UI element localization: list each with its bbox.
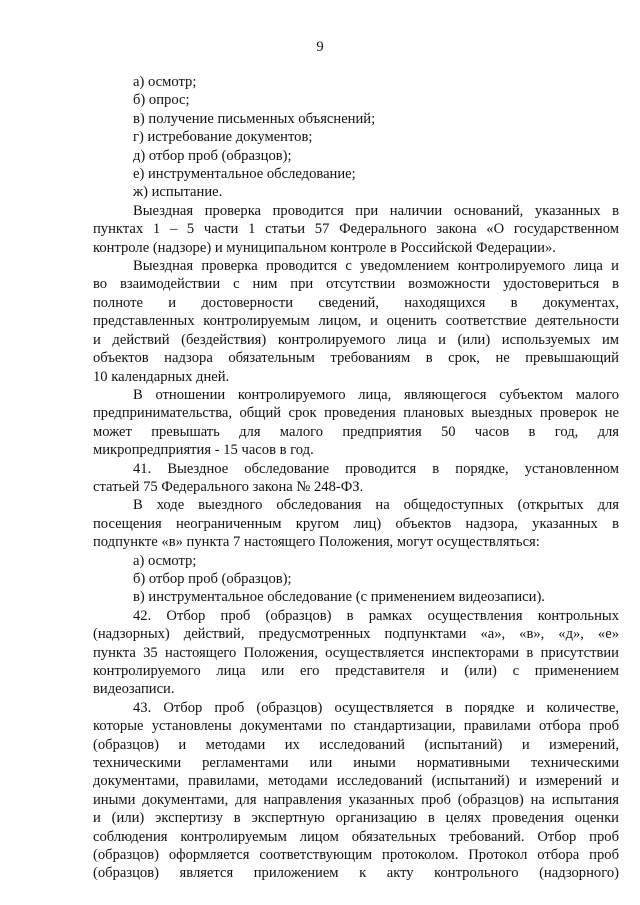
- text-line: (образцов) оформляется соответствующим протоколом. Протокол отбора проб: [93, 847, 619, 864]
- text-line: контролируемого лица или его представителя и (или) с применением: [93, 663, 619, 679]
- text-line: во взаимодействии с ним при отсутствии возможности удостовериться в: [93, 276, 619, 293]
- text-line: д) отбор проб (образцов);: [133, 147, 292, 164]
- text-line: а) осмотр;: [133, 74, 197, 90]
- text-line: 42. Отбор проб (образцов) в рамках осуществления контрольных: [133, 607, 619, 624]
- text-line: иными документами, для направления указанных проб (образцов) на испытания: [93, 791, 619, 808]
- text-line: видеозаписи.: [93, 681, 175, 698]
- text-line: пункта 35 настоящего Положения, осуществляется инспекторами в присутствии: [93, 644, 619, 661]
- text-line: статьей 75 Федерального закона № 248-ФЗ.: [93, 478, 364, 495]
- text-line: пунктах 1 – 5 части 1 статьи 57 Федерального закона «О государственном: [93, 221, 619, 238]
- text-line: Выездная проверка проводится при наличии оснований, указанных в: [133, 202, 619, 219]
- text-line: (надзорных) действий, предусмотренных подпунктами «а», «в», «д», «е»: [93, 626, 619, 643]
- text-line: е) инструментальное обследование;: [133, 166, 356, 183]
- text-line: соблюдения контролируемым лицом обязательных требований. Отбор проб: [93, 828, 619, 845]
- text-line: и (или) экспертизу в экспертную организацию в целях проведения оценки: [93, 810, 619, 827]
- text-line: г) истребование документов;: [133, 129, 313, 146]
- text-line: в) инструментальное обследование (с применением видеозаписи).: [133, 589, 545, 606]
- text-line: В ходе выездного обследования на общедоступных (открытых для: [133, 497, 619, 514]
- text-line: предпринимательства, общий срок проведения плановых выездных проверок не: [93, 405, 619, 422]
- text-line: техническими регламентами или иными нормативными техническими: [93, 755, 619, 772]
- text-line: документами, правилами, методами исследований (испытаний) и измерений и: [93, 773, 619, 790]
- text-line: в) получение письменных объяснений;: [133, 110, 376, 127]
- text-line: которые установлены документами по стандартизации, правилами отбора проб: [93, 718, 619, 735]
- text-line: микропредприятия - 15 часов в год.: [93, 442, 314, 459]
- text-line: (образцов) и методами их исследований (испытаний) и измерений,: [93, 736, 619, 753]
- text-line: посещения неограниченным кругом лиц) объектов надзора, указанных в: [93, 515, 619, 532]
- text-line: (образцов) является приложением к акту контрольного (надзорного): [93, 865, 619, 882]
- text-line: может превышать для малого предприятия 50 часов в год, для: [93, 423, 619, 440]
- text-line: 43. Отбор проб (образцов) осуществляется в порядке и количестве,: [133, 699, 619, 716]
- text-line: а) осмотр;: [133, 552, 197, 569]
- text-line: ж) испытание.: [133, 184, 223, 201]
- text-line: контроле (надзоре) и муниципальном контроле в Российской Федерации».: [93, 239, 556, 256]
- text-line: представленных контролируемым лицом, и оценить соответствие деятельности: [93, 313, 619, 330]
- text-line: полноте и достоверности сведений, находящихся в документах,: [93, 294, 619, 311]
- text-line: В отношении контролируемого лица, являющегося субъектом малого: [133, 386, 619, 403]
- text-line: Выездная проверка проводится с уведомлением контролируемого лица и: [133, 258, 619, 275]
- text-line: 10 календарных дней.: [93, 368, 230, 385]
- page-number: 9: [316, 39, 324, 55]
- document-body: [93, 73, 619, 883]
- text-line: б) опрос;: [133, 92, 190, 109]
- text-line: 41. Выездное обследование проводится в порядке, установленном: [133, 460, 619, 477]
- text-line: объектов надзора обязательным требованиям в срок, не превышающий: [93, 350, 619, 367]
- text-line: подпункте «в» пункта 7 настоящего Положения, могут осуществляться:: [93, 534, 540, 551]
- text-line: б) отбор проб (образцов);: [133, 570, 292, 587]
- text-line: и действий (бездействия) контролируемого лица и (или) используемых им: [93, 331, 619, 348]
